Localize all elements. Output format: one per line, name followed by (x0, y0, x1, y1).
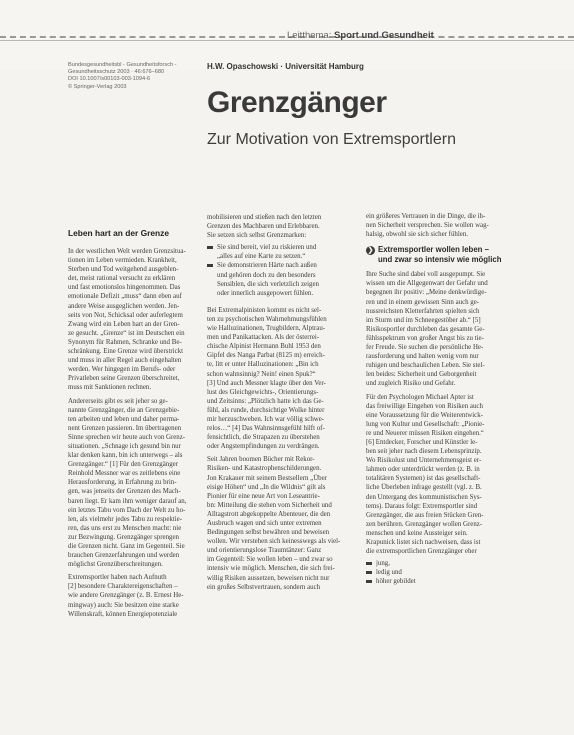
bullet-list (366, 559, 513, 586)
text-line: seits von Not, Schicksal oder auferlegtem (68, 311, 183, 319)
text-line: den Untergang des kommunistischen Sys- (366, 493, 482, 501)
text-line: nen Sicherheit versprechen. Sie wollen wag- (366, 222, 489, 230)
section-heading: Leben hart an der Grenze (68, 228, 169, 238)
text-line: fer Freude. Sie suchen die persönliche He- (366, 344, 484, 352)
chevron-right-icon: ❯ (367, 246, 374, 254)
text-line: ein großes Selbstvertrauen, sondern auch (207, 583, 321, 591)
text-line: totalitären Systemen) ist das gesellschaft- (366, 475, 481, 483)
text-line: Krapunick listet sich nachweisen, dass ist (366, 539, 481, 546)
text-line: Jon Krakauer mit seinem Bestsellern „Über (207, 474, 327, 482)
text-line: nent Grenzen passieren. Im übertragenen (68, 424, 182, 432)
text-line: Zwang wird ein Leben hart an der Gren- (68, 320, 180, 328)
text-line: len beides: Sicherheit und Geborgenheit (366, 371, 477, 379)
meta-line: DOI 10.1007/s00103-003-1094-6 (68, 76, 151, 83)
text-line: zen berühren. Grenzgänger wollen Grenz- (366, 520, 483, 528)
text-line: situationen. „Schnage ich gesund bin nur (68, 442, 181, 450)
text-line: rausforderung und halten wenig vom nur (366, 353, 479, 361)
text-line: Sinne sprechen wir heute auch von Grenz- (68, 433, 186, 441)
text-line: Ausbruch wagen und sich unter extremen (207, 520, 322, 527)
list-item (207, 261, 360, 297)
bullet-square-icon (366, 580, 372, 583)
text-line: möglichst Grenzüberschreitungen. (68, 561, 163, 569)
text-line: zur Bezwingung. Grenzgänger sprengen (68, 533, 179, 541)
text-line: ze gesucht. „Grenze“ ist im Deutschen ein (68, 329, 185, 337)
text-column-2 (207, 213, 360, 592)
text-line: wollen. Wir verstehen sich keinesswegs als viel- (207, 538, 341, 546)
text-line: Grenzgänger.“ [1] Für den Grenzgänger (68, 461, 179, 469)
text-line: ren und in einem gewissen Sinn auch ge- (366, 298, 480, 306)
text-line: Alltagstrott abgekoppelte Abenteuer, die den (207, 510, 331, 518)
text-line: die Grenzen nicht. Ganz im Gegenteil. Sie (68, 543, 185, 550)
list-item (366, 577, 513, 586)
text-line: Pionier für eine neue Art von Leseantrie- (207, 492, 320, 500)
bullet-square-icon (366, 571, 372, 574)
text-line: wissen um die Allgegenwart der Gefahr und (366, 280, 488, 288)
text-line: Reinhold Messner war es zeitlebens eine (68, 470, 181, 478)
text-line: willig Risiken aussetzen, beweisen nicht nur (207, 574, 330, 582)
text-line: ren, das uns erst zu Menschen macht: nie (68, 524, 182, 532)
text-line: „alles auf eine Karte zu setzen.“ (217, 253, 306, 261)
bullet-square-icon (366, 562, 372, 565)
subheading-line: und zwar so intensiv wie möglich (378, 254, 502, 264)
text-line: det, meist rational versucht zu erklären (68, 275, 176, 283)
text-line: ein letztes Tabu vom Dach der Welt zu ho- (68, 506, 186, 514)
text-line: tionen im Leben vermieden. Krankheit, (68, 257, 177, 265)
text-line: Willenskraft, können Energiepotenziale (68, 610, 178, 618)
text-line: ein größeres Vertrauen in die Dinge, die ih- (366, 213, 486, 220)
text-line: nussreichsten Kletterfahrten spielten sich (366, 307, 480, 315)
text-line: fühlsspektrum von großer Angst bis zu tie- (366, 334, 484, 342)
text-line: Sensiblen, die sich verletzlich zeigen (217, 280, 319, 288)
text-line: Wo Risikolust und Unternehmensgeist er- (366, 457, 482, 465)
article-subtitle: Zur Motivation von Extremsportlern (207, 131, 456, 148)
meta-line: Bundesgesundheitsbl - Gesundheitsforsch - (68, 62, 177, 68)
text-line: nannte Grenzgänger, die an Grenzgebie- (68, 406, 180, 414)
text-line: im Sturm und im Schneegestöber ab.“ [5] (366, 316, 481, 324)
text-line: In der westlichen Welt werden Grenzsitua- (68, 248, 186, 255)
text-line: ten zu psychotischen Wahrnehmungsfühlen (207, 315, 327, 323)
text-line: Sie setzen sich selbst Grenzmarken: (207, 232, 307, 240)
text-line: im Gegenteil: Sie wollen leben – und zwar so (207, 556, 333, 564)
text-line: und Zeitsinns: „Plötzlich hatte ich das Ge- (207, 397, 324, 405)
text-line: und zugleich Risiko und Gefahr. (366, 380, 456, 388)
text-line: te, litt er unter Halluzinationen: „Bin ich (207, 361, 319, 369)
text-line: und muss in aller Regel auch eingehalten (68, 357, 182, 365)
text-line: eisige Höhen“ und „In die Wildnis“ gilt als (207, 483, 326, 491)
meta-line: Gesundheitsschutz 2003 · 46:676–680 (68, 69, 165, 76)
section-title: Sport und Gesundheit (334, 30, 434, 41)
text-line: liche Überleben infrage gestellt (vgl. z. B. (366, 484, 482, 492)
text-line: emotionale Defizit „muss“ dann eben auf (68, 293, 182, 301)
text-line: Andererseits gibt es seit jeher so ge- (68, 397, 168, 405)
text-line: Gipfel des Nanga Parbat (8125 m) erreich- (207, 352, 325, 360)
text-line: werden. Wer hingegen im Berufs- oder (68, 366, 176, 374)
text-line: Für den Psychologen Michael Apter ist (366, 393, 474, 401)
list-item (366, 568, 513, 577)
text-line: lahmen oder unterdrückt werden (z. B. in (366, 466, 480, 474)
bullet-square-icon (207, 264, 213, 267)
text-line: brauchen Grenzerfahrungen und werden (68, 552, 180, 560)
text-line: Bedingungen selbst bewähren und beweisen (207, 529, 330, 537)
text-line: intensiv wie möglich. Menschen, die sich frei- (207, 565, 335, 573)
text-line: begegnen ihr positiv: „Meine denkwürdige- (366, 289, 487, 297)
text-line: Sie demonstrieren Härte nach außen (217, 262, 317, 270)
bullet-square-icon (207, 246, 213, 249)
text-line: [3] Und auch Messner klagte über den Ver- (207, 379, 326, 387)
text-line: klar denken kann, bin ich unterwegs – als (68, 452, 183, 460)
section-label (287, 30, 434, 41)
text-line: mir herzuschweben. Ich war völlig schwe- (207, 415, 325, 423)
text-column-3 (366, 212, 513, 590)
text-line: höher gebildet (376, 578, 416, 586)
text-line: Privatleben seine Grenzen überschreitet, (68, 375, 180, 383)
text-line: wie Halluzinationen, Trugbildern, Alptrau- (207, 325, 326, 333)
text-line: Seit Jahren boomen Bücher mit Rekor- (207, 456, 315, 464)
text-line: [6] Entdecker, Forscher und Künstler le- (366, 438, 478, 446)
article-title: Grenzgänger (207, 86, 387, 119)
text-line: lung von Kultur und Gesellschaft: „Pionie- (366, 420, 485, 428)
text-line: und orientierungslose Traumtänzer: Ganz (207, 547, 322, 555)
text-line: und gehören doch zu den besonders (217, 271, 316, 279)
text-line: Bei Extremalpinisten kommt es nicht sel- (207, 306, 322, 314)
text-line: andere Weise ausgeglichen werden. Jen- (68, 302, 180, 310)
text-line: schränkung. Eine Grenze wird überstrickt (68, 348, 183, 356)
author-line: H.W. Opaschowski · Universität Hamburg (207, 62, 364, 71)
text-line: men und Panikattacken. Als der österrei- (207, 334, 320, 342)
list-item (366, 559, 513, 568)
text-line: Extremsportler haben nach Aufnuth (68, 574, 167, 582)
text-line: gen, was jenseits der Grenzen des Mach- (68, 488, 181, 496)
text-line: fensichtlich, die Strapazen zu überstehen (207, 434, 320, 442)
text-line: mingway) auch: Sie besitzen eine starke (68, 601, 179, 609)
text-line: Synonym für Rahmen, Schranke und Be- (68, 338, 182, 346)
text-line: jung, (376, 560, 390, 568)
text-line: Grenzen des Machbaren und Erlebbaren. (207, 223, 320, 231)
text-column-1 (68, 228, 199, 619)
text-line: menschen und keine Aussteiger sein. (366, 529, 468, 537)
text-line: Sterben und Tod weitgehend ausgeblen- (68, 266, 179, 274)
text-line: wie andere Grenzgänger (z. B. Ernest He- (68, 592, 184, 600)
text-line: oder innerlich ausgepowert fühlen. (217, 289, 314, 297)
text-line: ledig und (376, 569, 402, 577)
text-line: bn: Mitteilung die stehen vom Sicherheit und (207, 501, 332, 509)
text-line: Risiken- und Katastrophenschilderungen. (207, 465, 322, 473)
text-line: relos…“ [4] Das Wahnsinnsgefühl hilft of- (207, 425, 325, 433)
text-line: re und Neuerer müssen Risiken eingehen.“ (366, 429, 484, 437)
text-line: muss mit Sanktionen rechnen. (68, 384, 152, 392)
text-line: ruhigen und beschaulichen Leben. Sie stel- (366, 362, 485, 370)
text-line: baren liegt. Er kam ihm weniger darauf an, (68, 497, 187, 505)
text-line: len, als vielmehr jedes Tabu zu respektie- (68, 515, 183, 523)
text-line: Sie sind bereit, viel zu riskieren und (217, 244, 317, 252)
text-line: das freiwillige Eingehen von Risiken auch (366, 402, 483, 410)
text-line: oder Angstempfindungen zu verdrängen. (207, 443, 320, 451)
subsection-heading (366, 245, 513, 264)
subheading-line: Extremsportler wollen leben – (378, 245, 489, 255)
text-line: die extremsportlichen Grenzgänger eher (366, 548, 477, 556)
text-line: [2] besondere Charaktereigenschaften – (68, 583, 178, 591)
citation-meta (68, 62, 208, 91)
text-line: Grenzgänger, die aus freien Stücken Gren- (366, 511, 484, 519)
text-line: halsig, obwohl sie sich sicher fühlen. (366, 231, 469, 239)
meta-line: © Springer-Verlag 2003 (68, 83, 127, 90)
text-line: fühl, als runde, durchsichtige Wolke hinter (207, 406, 325, 414)
text-line: Risikosportler durchleben das gesamte Ge- (366, 325, 485, 333)
section-prefix: Leitthema: (287, 30, 334, 41)
text-line: lust des Gleichgewichts-, Orientierungs- (207, 388, 319, 396)
text-line: tems). Daraus folgt: Extremsportler sind (366, 502, 478, 510)
bullet-list (207, 243, 360, 298)
text-line: und fast emotionslos hingenommen. Das (68, 284, 181, 292)
text-line: eine Voraussetzung für die Weiterentwick- (366, 411, 483, 419)
text-line: mobilisieren und stießen nach den letzten (207, 214, 322, 221)
text-line: chische Alpinist Hermann Buhl 1953 den (207, 343, 321, 351)
list-item (207, 243, 360, 261)
text-line: ben seit jeher nach diesem Lebensprinzip. (366, 448, 482, 456)
text-line: Herausforderung, in Erfahrung zu brin- (68, 479, 177, 487)
text-line: schon wahnsinnig? Nein! einen Spuk?“ (207, 370, 316, 378)
text-line: Ihre Suche sind dabei voll ausgepumpt. Sie (366, 271, 486, 279)
text-line: ten arbeiten und leben und daher perma- (68, 415, 180, 423)
